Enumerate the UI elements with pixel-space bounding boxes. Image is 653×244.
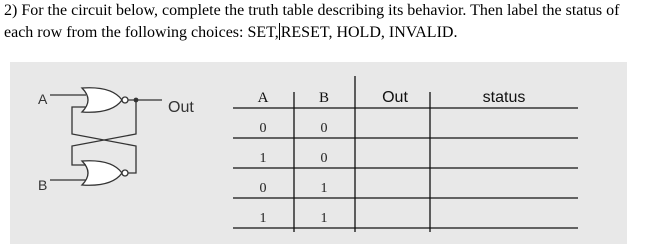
question-text xyxy=(4,0,649,44)
header-b: B xyxy=(318,90,330,106)
input-b-label: B xyxy=(38,177,48,193)
nor-gate-bottom xyxy=(82,161,128,186)
input-a-label: A xyxy=(38,91,48,107)
question-line-2-end: RESET, HOLD, INVALID. xyxy=(280,24,458,41)
question-line-2 xyxy=(4,22,649,44)
figure-panel xyxy=(10,62,627,244)
header-status: status xyxy=(482,89,526,106)
cell-b: 0 xyxy=(320,151,328,166)
question-line-2-start: each row from the following choices: SET, xyxy=(4,24,279,41)
truth-table xyxy=(233,76,578,232)
nor-gate-top xyxy=(82,88,128,113)
output-label: Out xyxy=(168,99,194,116)
cell-a: 1 xyxy=(259,211,267,226)
cell-b: 1 xyxy=(320,181,328,196)
cell-b: 1 xyxy=(320,211,328,226)
table-header-row xyxy=(258,89,526,106)
cell-a: 0 xyxy=(259,121,267,136)
header-out: Out xyxy=(382,89,408,106)
cell-a: 1 xyxy=(259,151,267,166)
header-a: A xyxy=(257,90,269,106)
nor-latch-circuit xyxy=(38,88,194,193)
cell-b: 0 xyxy=(320,121,328,136)
question-line-1: 2) For the circuit below, complete the truth table describing its behavior. Then label the status of xyxy=(4,2,620,19)
cell-a: 0 xyxy=(259,181,267,196)
figure-svg xyxy=(10,62,627,244)
